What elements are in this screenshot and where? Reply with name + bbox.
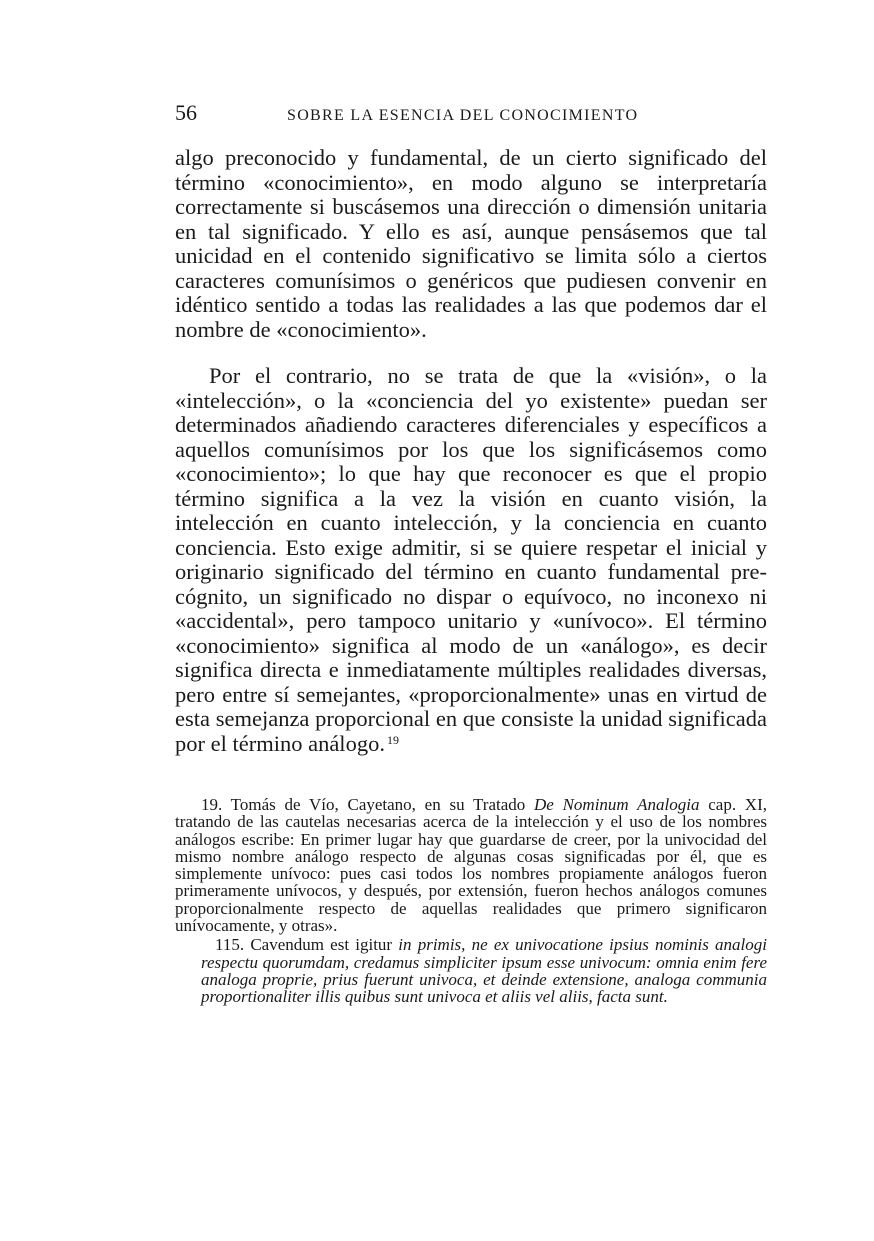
footnote-19-lead: 19. Tomás de Vío, Cayetano, en su Tratado [201, 795, 535, 814]
footnote-19-text: cap. XI, tratando de las cautelas necesarias acerca de la intelección y el uso de los nombres análogos escribe: En primer lugar hay que guardarse de creer, por la univocidad del mismo nombre análogo respecto de algunas cosas significadas por él, que es simplemente unívoco: pues casi todos los nombres propiamente análogos fueron primeramente unívocos, y después, por extensión, fueron hechos análogos comunes proporcionalmente respecto de aquellas realidades que primero significaron unívocamente, y otras». [175, 795, 768, 936]
paragraph-continuation [175, 146, 767, 342]
running-head [175, 100, 767, 130]
paragraph [175, 364, 767, 756]
footnote-reference[interactable]: 19 [386, 732, 399, 747]
running-head-title: SOBRE LA ESENCIA DEL CONOCIMIENTO [287, 107, 639, 124]
footnotes [175, 796, 767, 1006]
paragraph-1-text: algo preconocido y fundamental, de un cierto significado del término «conocimiento», en modo alguno se interpretaría correctamente si buscásemos una dirección o dimensión unitaria en tal significado. Y ello es así, aunque pensásemos que tal unicidad en el contenido significativo se limita sólo a ciertos caracteres comunísimos o genéricos que pudiesen convenir en idéntico sentido a todas las realidades a las que podemos dar el nombre de «conocimiento». [175, 145, 767, 342]
footnote-19 [175, 796, 767, 934]
latin-quote-lead: 115. Cavendum est igitur [215, 935, 399, 955]
page-number: 56 [175, 100, 197, 125]
footnote-19-work-title: De Nominum Analogia [534, 795, 700, 814]
main-text [175, 146, 767, 756]
book-page [175, 100, 767, 1006]
footnote-latin-quote [175, 936, 767, 1005]
paragraph-2-text: Por el contrario, no se trata de que la «visión», o la «intelección», o la «conciencia del yo existente» puedan ser determinados añadiendo caracteres diferenciales y específicos a aquellos comunísimos por los que los significásemos como «conocimiento»; lo que hay que reconocer es que el propio término significa a la vez la visión en cuanto visión, la intelección en cuanto intelección, y la conciencia en cuanto conciencia. Esto exige admitir, si se quiere respetar el inicial y originario significado del término en cuanto fundamental pre-cógnito, un significado no dispar o equívoco, no inconexo ni «accidental», pero tampoco unitario y «unívoco». El término «conocimiento» significa al modo de un «análogo», es decir significa directa e inmediatamente múltiples realidades diversas, pero entre sí semejantes, «proporcionalmente» unas en virtud de esta semejanza proporcional en que consiste la unidad significada por el término análogo. [175, 363, 767, 756]
latin-quote-text: in primis, ne ex univocatione ipsius nominis analogi respectu quorumdam, credamus simpliciter ipsum esse univocum: omnia enim fere analoga proprie, prius fuerunt univoca, et deinde extensione, analoga communia proportionaliter illis quibus sunt univoca et aliis vel aliis, facta sunt. [201, 935, 767, 1007]
